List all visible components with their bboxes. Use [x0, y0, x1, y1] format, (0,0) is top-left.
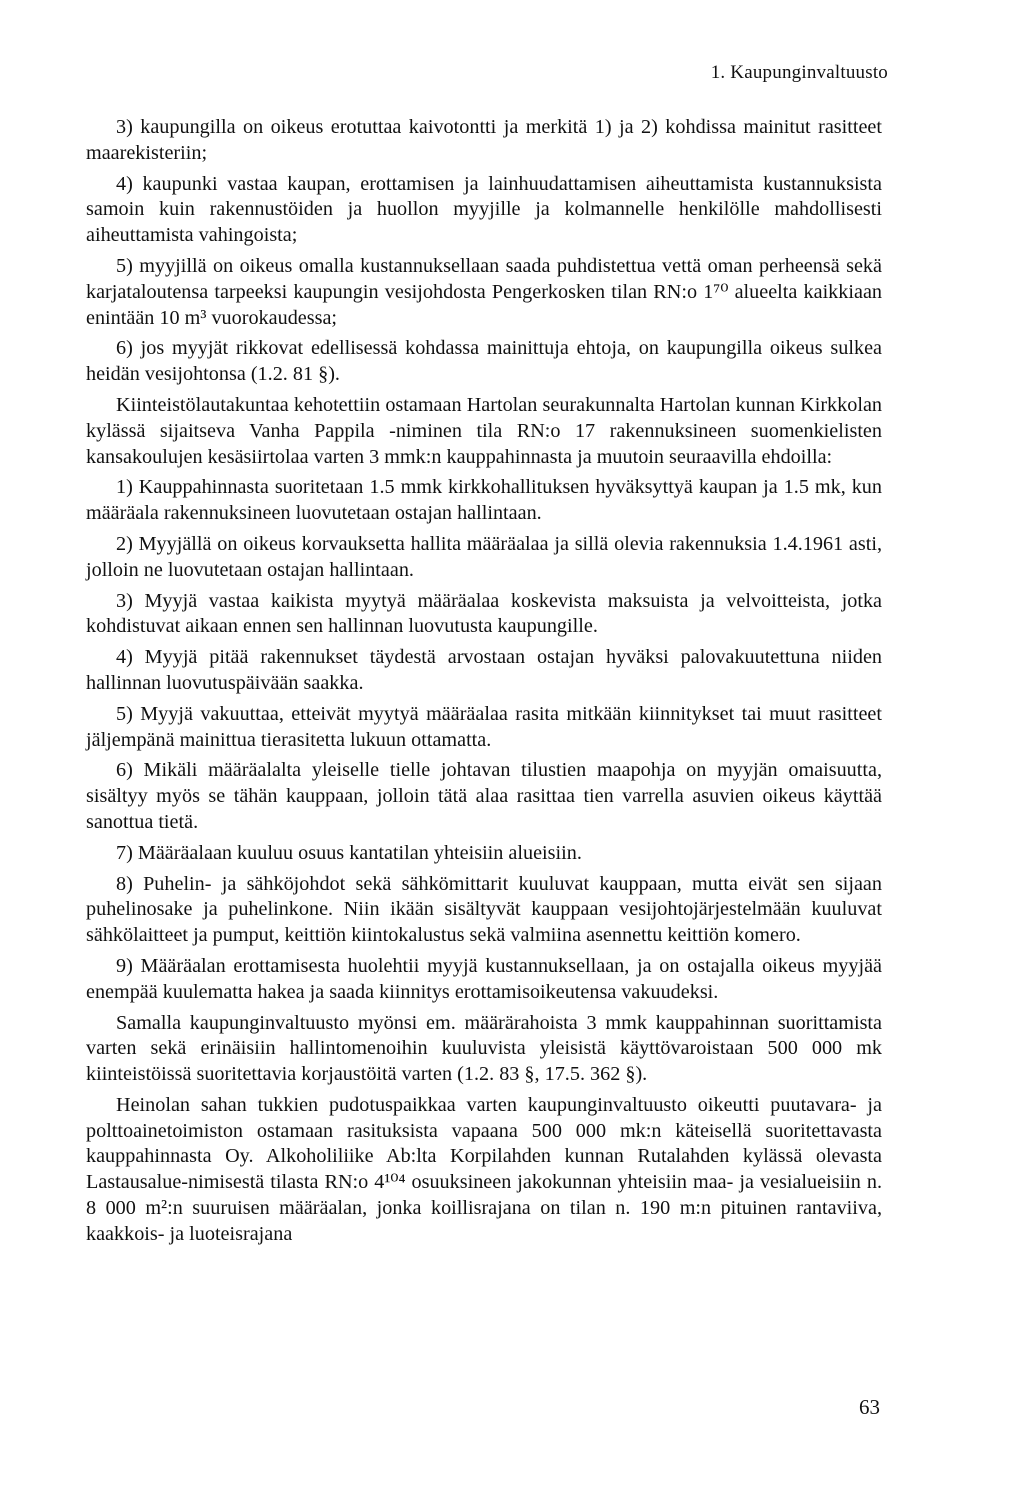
paragraph-term-1: 1) Kauppahinnasta suoritetaan 1.5 mmk kirkkohallituksen hyväksyttyä kaupan ja 1.5 mk, kun määräala rakennuksineen luovutetaan ostajan hallintaan.	[86, 476, 882, 525]
paragraph-clause-6: 6) jos myyjät rikkovat edellisessä kohdassa mainittuja ehtoja, on kaupungilla oikeus sulkea heidän vesijohtonsa (1.2. 81 §).	[86, 337, 882, 386]
running-head: 1. Kaupunginvaltuusto	[710, 62, 888, 83]
paragraph-clause-5: 5) myyjillä on oikeus omalla kustannuksellaan saada puhdistettua vettä oman perheensä sekä karjataloutensa tarpeeksi kaupungin vesijohdosta Pengerkosken tilan RN:o 1⁷⁰ alueelta kaikkiaan enintään 10 m³ vuorokaudessa;	[86, 254, 882, 329]
paragraph-term-5: 5) Myyjä vakuuttaa, etteivät myytyä määräalaa rasita mitkään kiinnitykset tai muut rasitteet jäljempänä mainittua tierasitetta lukuun ottamatta.	[86, 702, 882, 751]
paragraph-term-6: 6) Mikäli määräalalta yleiselle tielle johtavan tilustien maapohja on myyjän omaisuutta, sisältyy myös se tähän kauppaan, jolloin tätä alaa rasittaa tien varrella asuvien oikeus käyttää sanottua tietä.	[86, 759, 882, 833]
paragraph-term-8: 8) Puhelin- ja sähköjohdot sekä sähkömittarit kuuluvat kauppaan, mutta eivät sen sijaan puhelinosake ja puhelinkone. Niin ikään sisältyvät kauppaan vesijohtojärjestelmään kuuluvat sähkölaitteet ja pumput, keittiön kiintokalustus sekä valmiina asennettu keittiön komero.	[86, 872, 882, 947]
paragraph-term-3: 3) Myyjä vastaa kaikista myytyä määräalaa koskevista maksuista ja velvoitteista, jotka kohdistuvat aikaan ennen sen hallinnan luovutusta kaupungille.	[86, 589, 882, 638]
paragraph-term-2: 2) Myyjällä on oikeus korvauksetta hallita määräalaa ja sillä olevia rakennuksia 1.4.1961 asti, jolloin ne luovutetaan ostajan hallintaan.	[86, 532, 882, 581]
paragraph-heinola-sawmill: Heinolan sahan tukkien pudotuspaikkaa varten kaupunginvaltuusto oikeutti puutavara- ja polttoainetoimiston ostamaan rasituksista vapaana 500 000 mk:n käteisellä suoritettavasta kauppahinnasta Oy. Alkoholiliike Ab:lta Korpilahden kunnan Rutalahden kylässä olevasta Lastausalue-nimisestä tilasta RN:o 4¹⁰⁴ osuuksineen jakokunnan yhteisiin maa- ja vesialueisiin n. 8 000 m²:n suuruisen määräalan, jonka koillisrajana on tilan n. 190 m:n pituinen rantaviiva, kaakkois- ja luoteisrajana	[86, 1093, 882, 1245]
page-number: 63	[859, 1395, 880, 1419]
paragraph-term-9: 9) Määräalan erottamisesta huolehtii myyjä kustannuksellaan, ja on ostajalla oikeus myyjää enempää kuulematta hakea ja saada kiinnitys erottamisoikeutensa vakuudeksi.	[86, 954, 882, 1003]
paragraph-hartola-purchase: Kiinteistölautakuntaa kehotettiin ostamaan Hartolan seurakunnalta Hartolan kunnan Kirkkolan kylässä sijaitseva Vanha Pappila -niminen tila RN:o 17 rakennuksineen suomenkielisten kansakoulujen kesäsiirtolaa varten 3 mmk:n kauppahinnasta ja muutoin seuraavilla ehdoilla:	[86, 393, 882, 468]
paragraph-term-4: 4) Myyjä pitää rakennukset täydestä arvostaan ostajan hyväksi palovakuutettuna niiden hallinnan luovutuspäivään saakka.	[86, 646, 882, 694]
paragraph-clause-3: 3) kaupungilla on oikeus erotuttaa kaivotontti ja merkitä 1) ja 2) kohdissa mainitut rasitteet maarekisteriin;	[86, 116, 882, 164]
paragraph-clause-4: 4) kaupunki vastaa kaupan, erottamisen ja lainhuudattamisen aiheuttamista kustannuksista samoin kuin rakennustöiden ja huollon myyjille ja kolmannelle henkilölle mahdollisesti aiheuttamista vahingoista;	[86, 172, 882, 247]
paragraph-appropriation: Samalla kaupunginvaltuusto myönsi em. määrärahoista 3 mmk kauppahinnan suorittamista varten sekä erinäisiin hallintomenoihin kuuluvista yleisistä käyttövaroistaan 500 000 mk kiinteistöissä suoritettavia korjaustöitä varten (1.2. 83 §, 17.5. 362 §).	[86, 1011, 882, 1086]
body-text	[86, 115, 882, 1253]
paragraph-term-7: 7) Määräalaan kuuluu osuus kantatilan yhteisiin alueisiin.	[116, 841, 582, 864]
